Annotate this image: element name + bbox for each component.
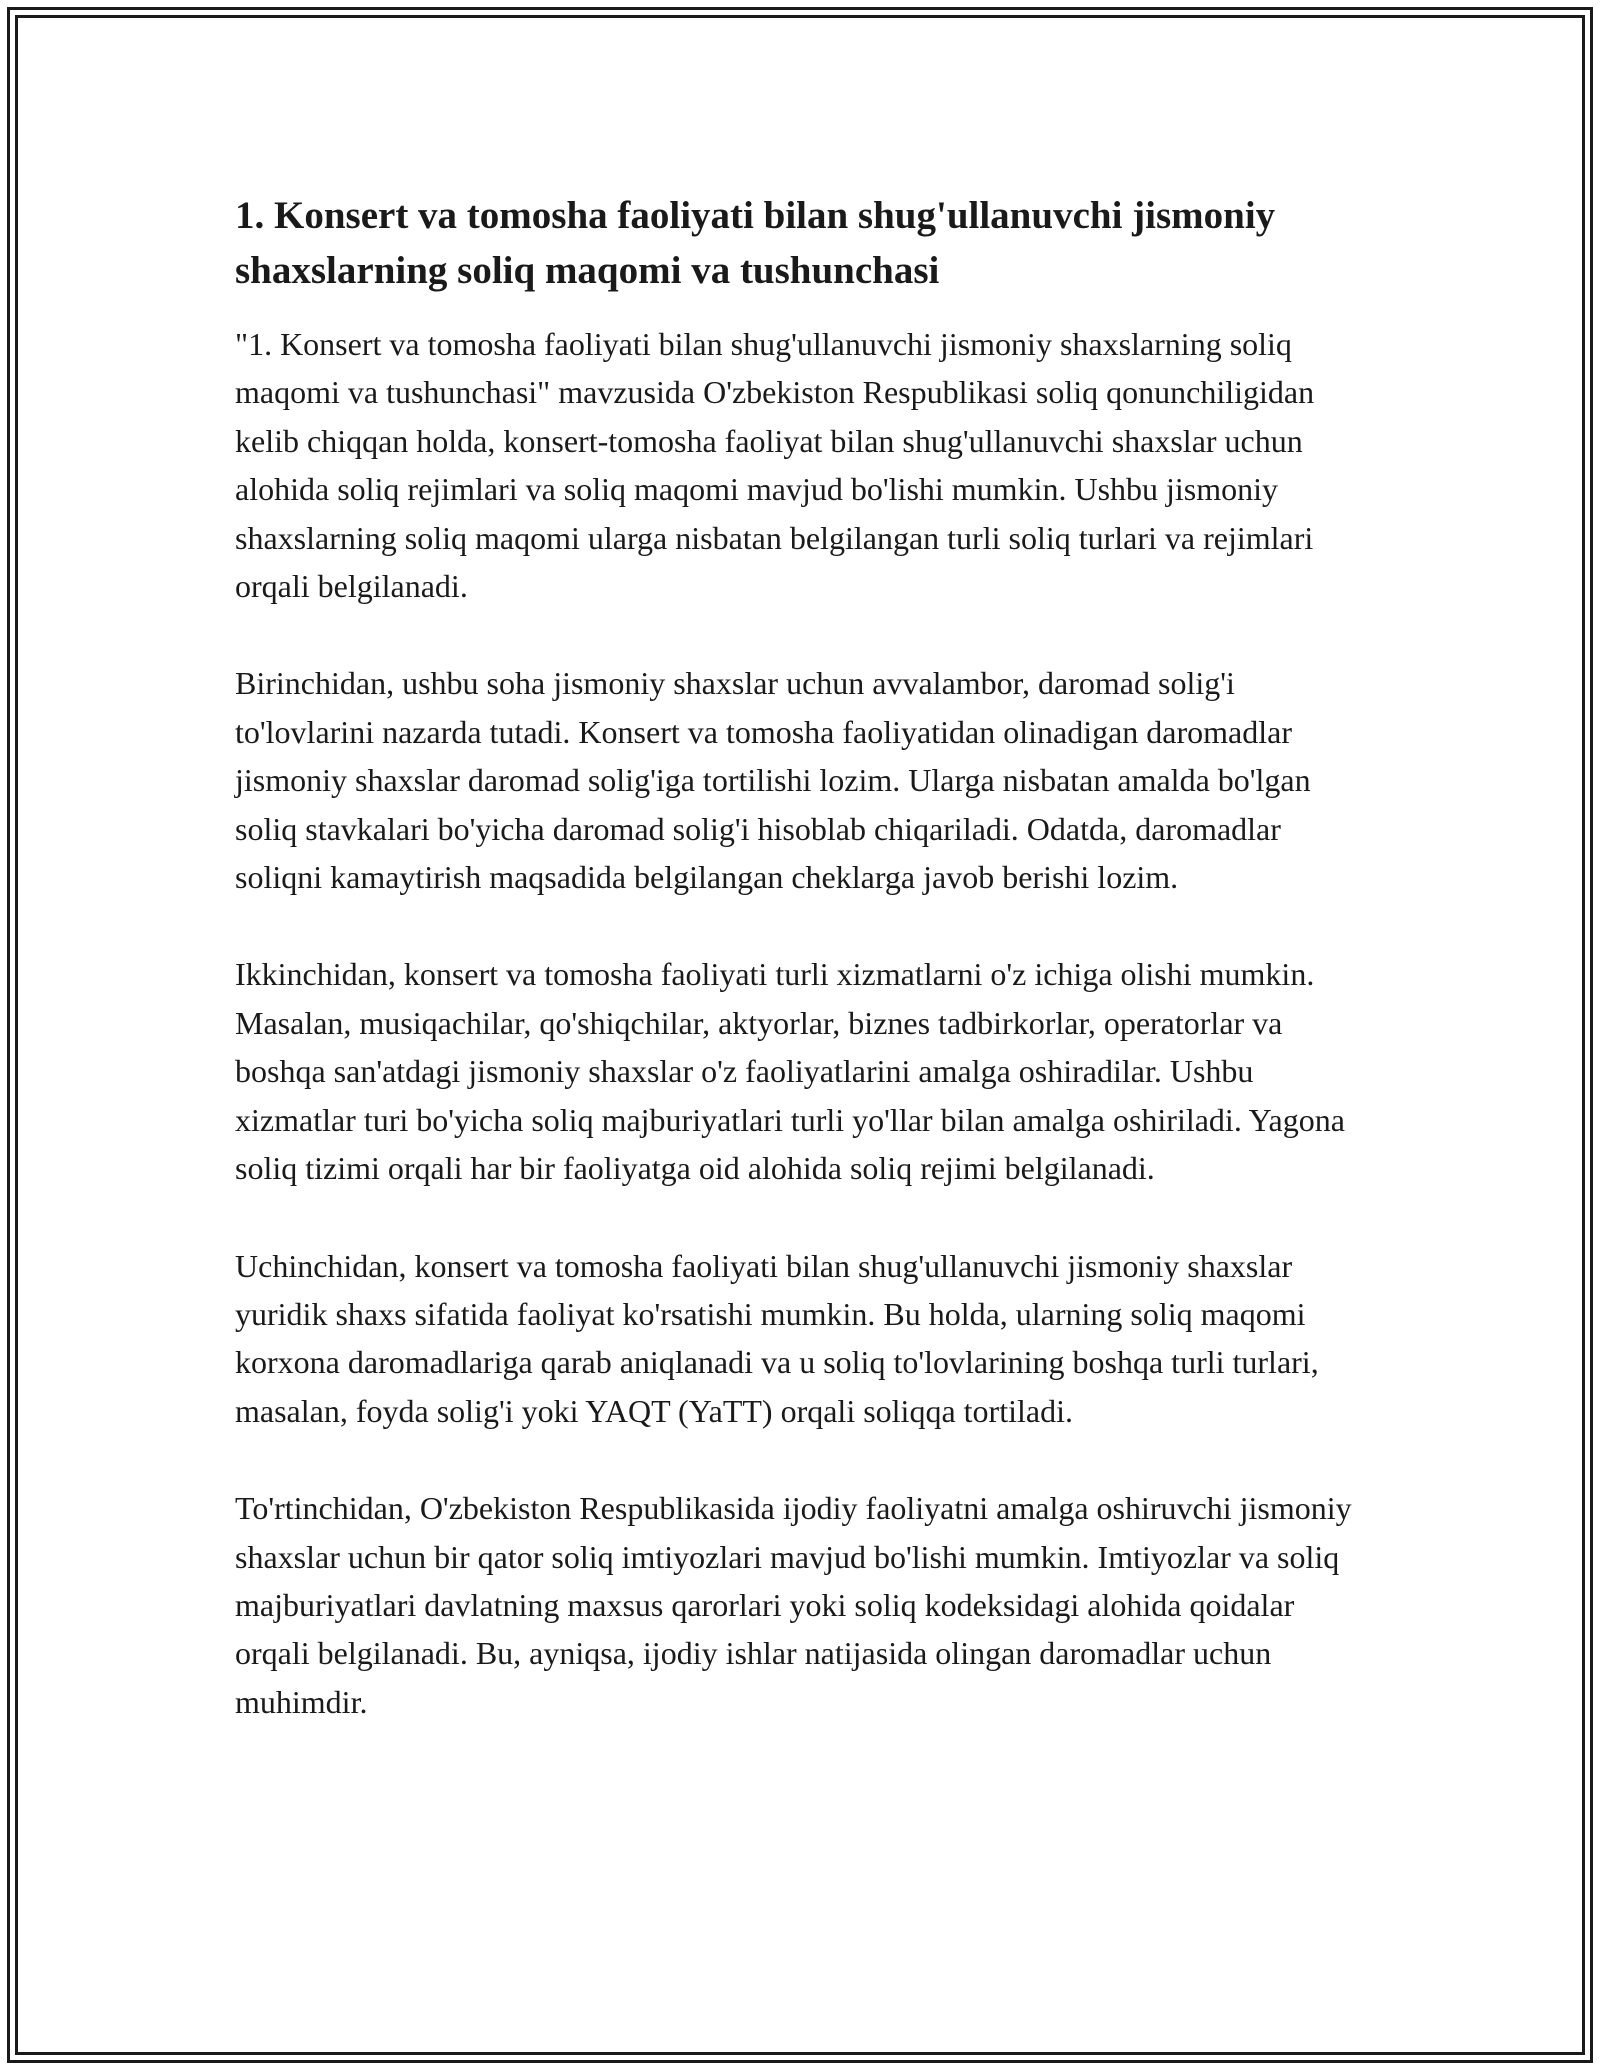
paragraph-intro: "1. Konsert va tomosha faoliyati bilan shug'ullanuvchi jismoniy shaxslarning soliq maqomi va tushunchasi" mavzusida O'zbekiston Respublikasi soliq qonunchiligidan kelib chiqqan holda, konsert-tomosha faoliyat bilan shug'ullanuvchi shaxslar uchun alohida soliq rejimlari va soliq maqomi mavjud bo'lishi mumkin. Ushbu jismoniy shaxslarning soliq maqomi ularga nisbatan belgilangan turli soliq turlari va rejimlari orqali belgilanadi.	[235, 326, 1315, 605]
document-body	[235, 188, 1375, 1775]
paragraph-second: Ikkinchidan, konsert va tomosha faoliyati turli xizmatlarni o'z ichiga olishi mumkin. Masalan, musiqachilar, qo'shiqchilar, aktyorlar, biznes tadbirkorlar, operatorlar va boshqa san'atdagi jismoniy shaxslar o'z faoliyatlarini amalga oshiradilar. Ushbu xizmatlar turi bo'yicha soliq majburiyatlari turli yo'llar bilan amalga oshiriladi. Yagona soliq tizimi orqali har bir faoliyatga oid alohida soliq rejimi belgilanadi.	[235, 956, 1345, 1187]
paragraph-first: Birinchidan, ushbu soha jismoniy shaxslar uchun avvalambor, daromad solig'i to'lovlarini nazarda tutadi. Konsert va tomosha faoliyatidan olinadigan daromadlar jismoniy shaxslar daromad solig'iga tortilishi lozim. Ularga nisbatan amalda bo'lgan soliq stavkalari bo'yicha daromad solig'i hisoblab chiqariladi. Odatda, daromadlar soliqni kamaytirish maqsadida belgilangan cheklarga javob berishi lozim.	[235, 665, 1311, 896]
section-heading: 1. Konsert va tomosha faoliyati bilan shug'ullanuvchi jismoniy shaxslarning soliq maqomi va tushunchasi	[235, 194, 1276, 292]
paragraph-fourth: To'rtinchidan, O'zbekiston Respublikasida ijodiy faoliyatni amalga oshiruvchi jismoniy shaxslar uchun bir qator soliq imtiyozlari mavjud bo'lishi mumkin. Imtiyozlar va soliq majburiyatlari davlatning maxsus qarorlari yoki soliq kodeksidagi alohida qoidalar orqali belgilanadi. Bu, ayniqsa, ijodiy ishlar natijasida olingan daromadlar uchun muhimdir.	[235, 1490, 1352, 1720]
paragraph-third: Uchinchidan, konsert va tomosha faoliyati bilan shug'ullanuvchi jismoniy shaxslar yuridik shaxs sifatida faoliyat ko'rsatishi mumkin. Bu holda, ularning soliq maqomi korxona daromadlariga qarab aniqlanadi va u soliq to'lovlarining boshqa turli turlari, masalan, foyda solig'i yoki YAQT (YaTT) orqali soliqqa tortiladi.	[235, 1247, 1319, 1429]
